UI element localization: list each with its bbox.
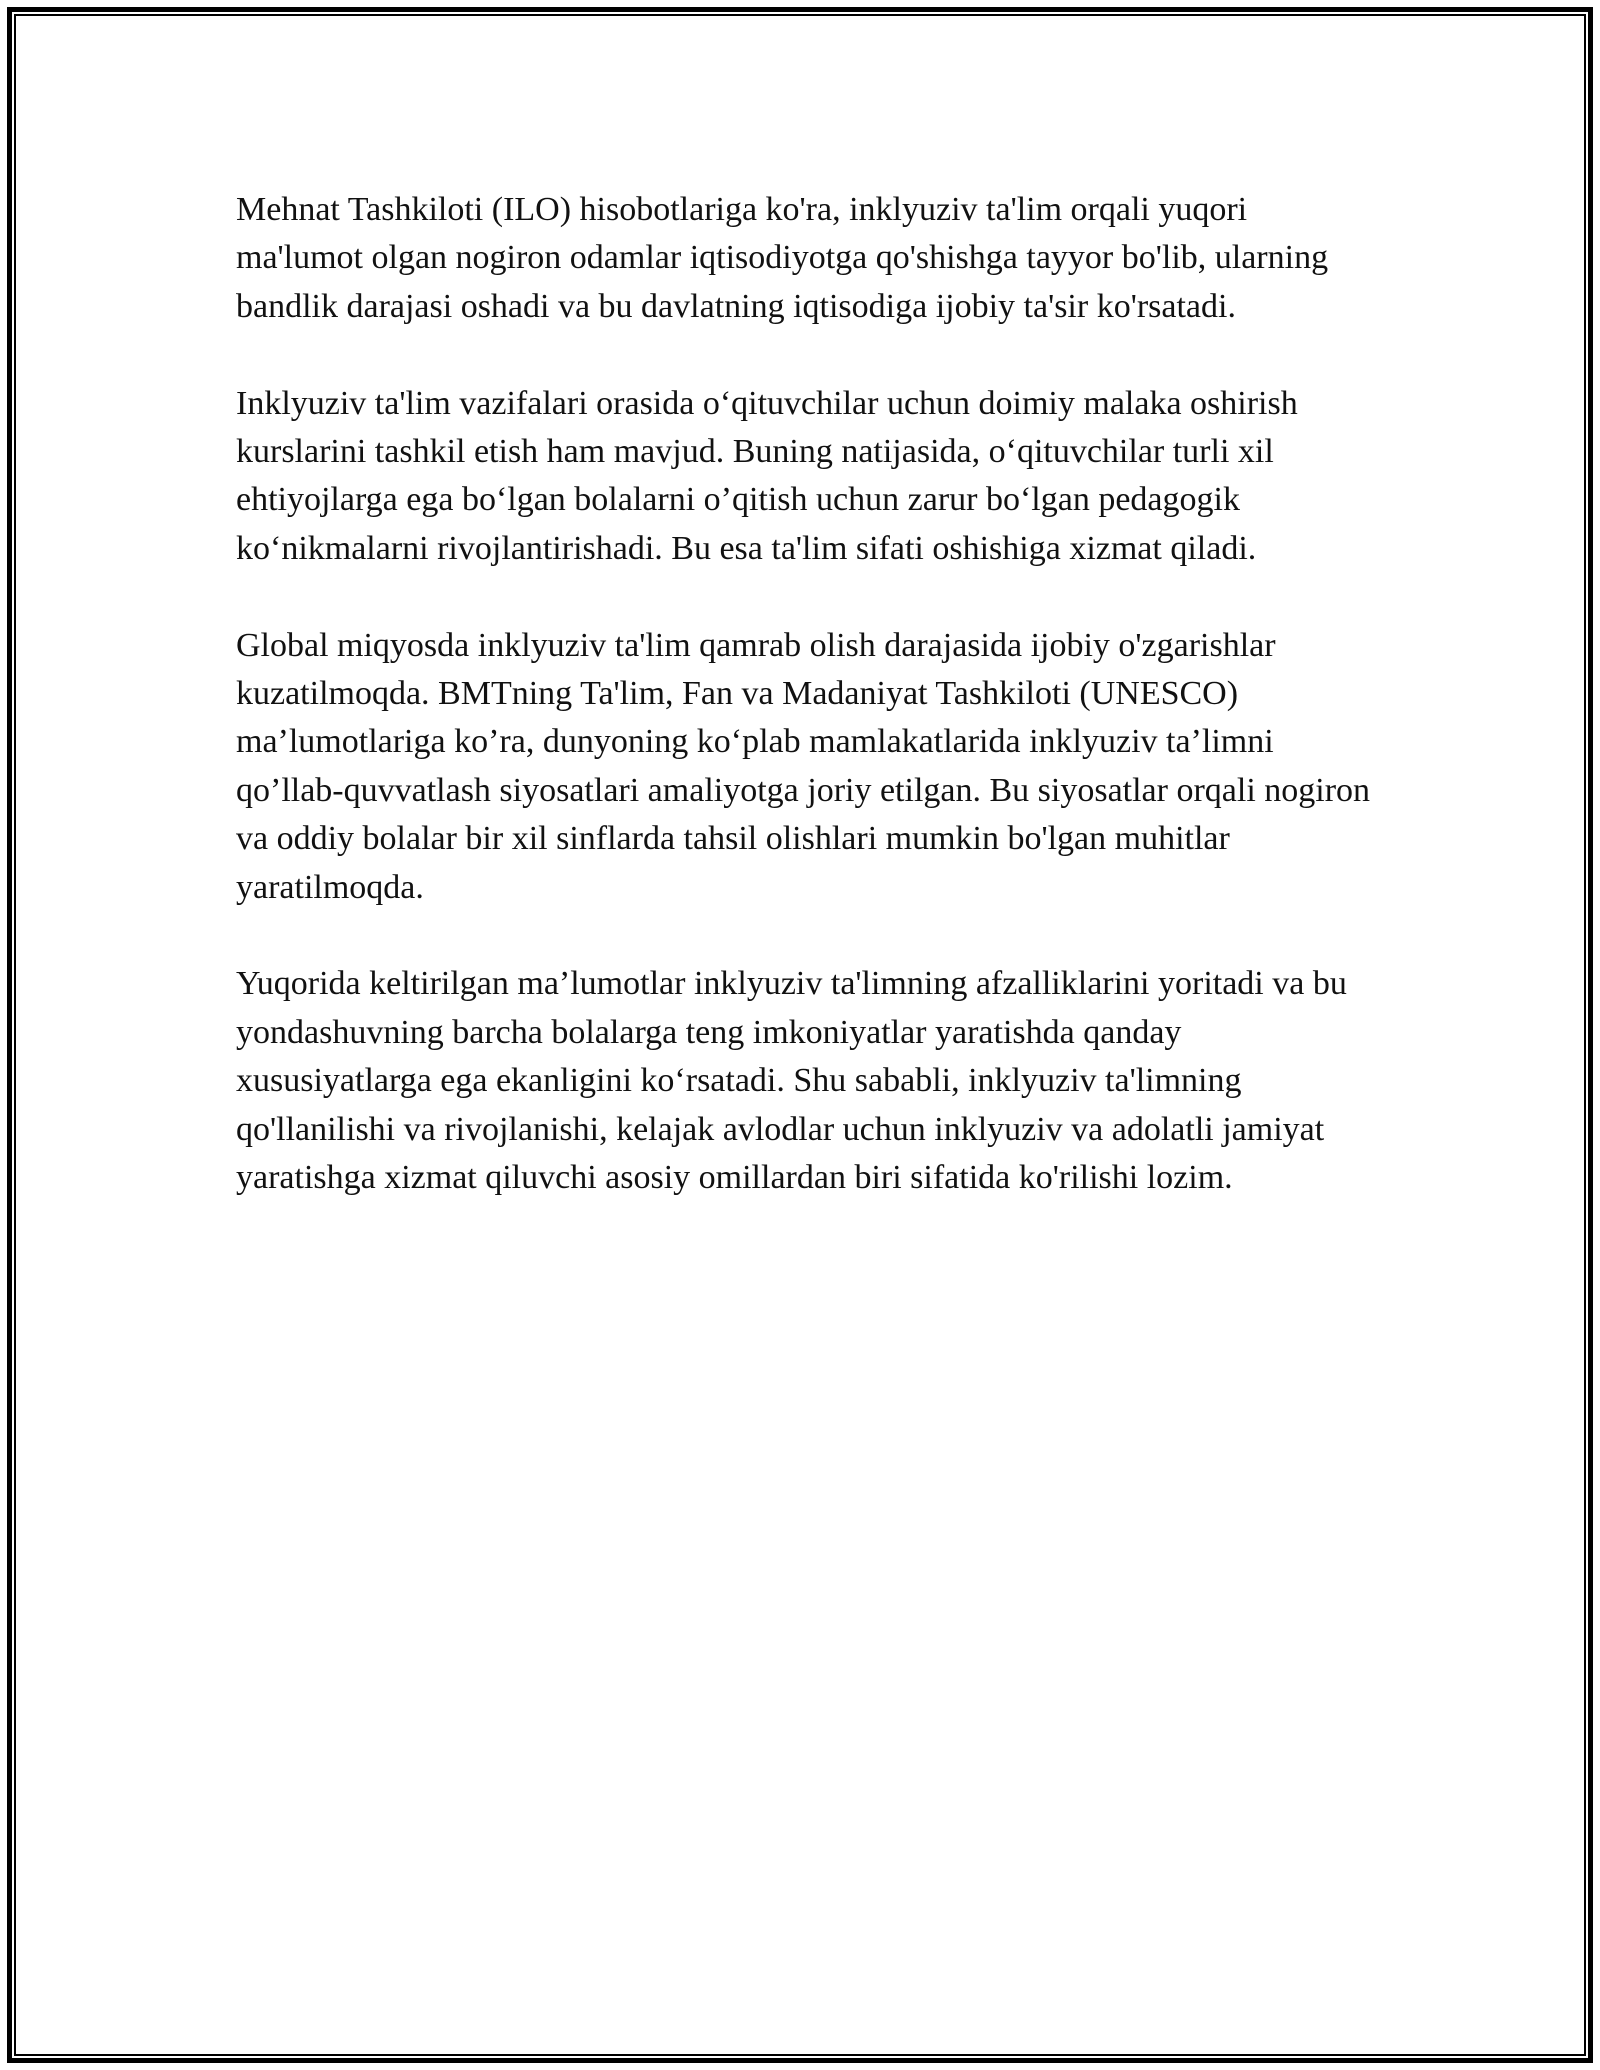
paragraph-3: Global miqyosda inklyuziv ta'lim qamrab olish darajasida ijobiy o'zgarishlar kuzatilmoqda. BMTning Ta'lim, Fan va Madaniyat Tashkiloti (UNESCO) ma’lumotlariga ko’ra, dunyoning ko‘plab mamlakatlarida inklyuziv ta’limni qo’llab-quvvatlash siyosatlari amaliyotga joriy etilgan. Bu siyosatlar orqali nogiron va oddiy bolalar bir xil sinflarda tahsil olishlari mumkin bo'lgan muhitlar yaratilmoqda. (236, 626, 1371, 906)
paragraph-1: Mehnat Tashkiloti (ILO) hisobotlariga ko'ra, inklyuziv ta'lim orqali yuqori ma'lumot olgan nogiron odamlar iqtisodiyotga qo'shishga tayyor bo'lib, ularning bandlik darajasi oshadi va bu davlatning iqtisodiga ijobiy ta'sir ko'rsatadi. (236, 191, 1329, 325)
paragraph-4: Yuqorida keltirilgan ma’lumotlar inklyuziv ta'limning afzalliklarini yoritadi va bu yondashuvning barcha bolalarga teng imkoniyatlar yaratishda qanday xususiyatlarga ega ekanligini ko‘rsatadi. Shu sababli, inklyuziv ta'limning qo'llanilishi va rivojlanishi, kelajak avlodlar uchun inklyuziv va adolatli jamiyat yaratishga xizmat qiluvchi asosiy omillardan biri sifatida ko'rilishi lozim. (236, 965, 1347, 1197)
document-body (236, 186, 1376, 1251)
paragraph-2: Inklyuziv ta'lim vazifalari orasida o‘qituvchilar uchun doimiy malaka oshirish kurslarini tashkil etish ham mavjud. Buning natijasida, o‘qituvchilar turli xil ehtiyojlarga ega bo‘lgan bolalarni o’qitish uchun zarur bo‘lgan pedagogik ko‘nikmalarni rivojlantirishadi. Bu esa ta'lim sifati oshishiga xizmat qiladi. (236, 384, 1298, 567)
